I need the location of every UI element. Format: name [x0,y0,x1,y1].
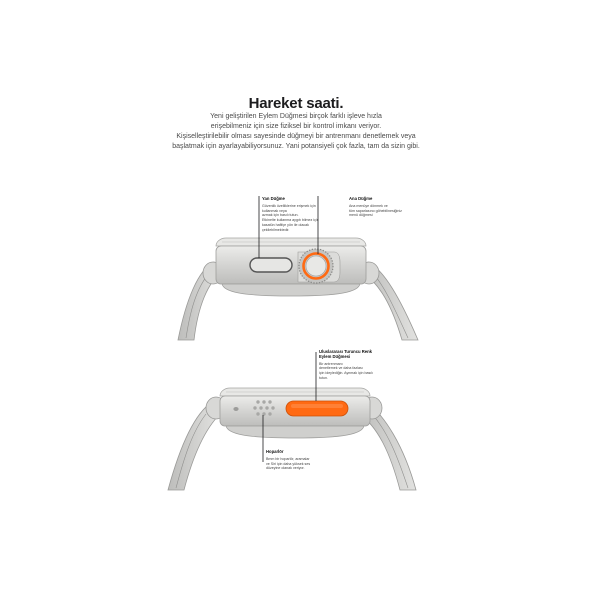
intro-line: Kişiselleştirilebilir olması sayesinde düğmeyi bir antrenmanı denetlemek veya [176,133,416,140]
callout-side-button [262,197,322,233]
callout-digital-crown [349,197,409,218]
microphone-hole [233,407,238,411]
callout-title: Yan Düğme [262,196,285,201]
callout-speaker [266,450,326,471]
action-button [286,401,348,416]
case-bottom-bottom [226,426,364,438]
callout-body: Bmm bir hoparlör, aramalar ve Siri için daha yüksek ses düzeyine olanak veriyor. [266,456,311,471]
intro-line: başlatmak için ayarlayabiliyorsunuz. Yani potansiyeli çok fazla, tam da sizin gibi. [172,143,420,150]
callout-action-button [319,350,381,381]
side-button [250,258,292,272]
callout-body: Ana menüye dönmek ve tüm saparlasıno göhebilinesiğiniz menü düğmesi [349,203,402,218]
callout-title: Ana Düğme [349,196,373,201]
callout-body: Güvenlik özelliklerine erişmek için kullanmak veya azmak için basılı tutun. Etkinelte kullanma aygıtı bilmez için kasatün hafifçe yön ile olacak çekilebilmektedir. [262,203,319,232]
callout-title: Hoparlör [266,449,284,454]
intro-line: erişebilmeniz için size fiziksel bir kontrol imkanı veriyor. [210,123,382,130]
callout-body: Bir antrenmanı denetlemek ve daha fazlası için ideylediğin. Aynmak için basılı tutun. [319,361,374,380]
page-title: Hareket saati. [248,95,344,112]
digital-crown [306,256,326,276]
case-bottom-top [222,284,360,296]
callout-title: Uluslararası Turuncu Renk Eylem Düğmesi [319,349,372,359]
intro-line: Yeni geliştirilen Eylem Düğmesi birçok farklı işleve hızla [210,113,382,120]
